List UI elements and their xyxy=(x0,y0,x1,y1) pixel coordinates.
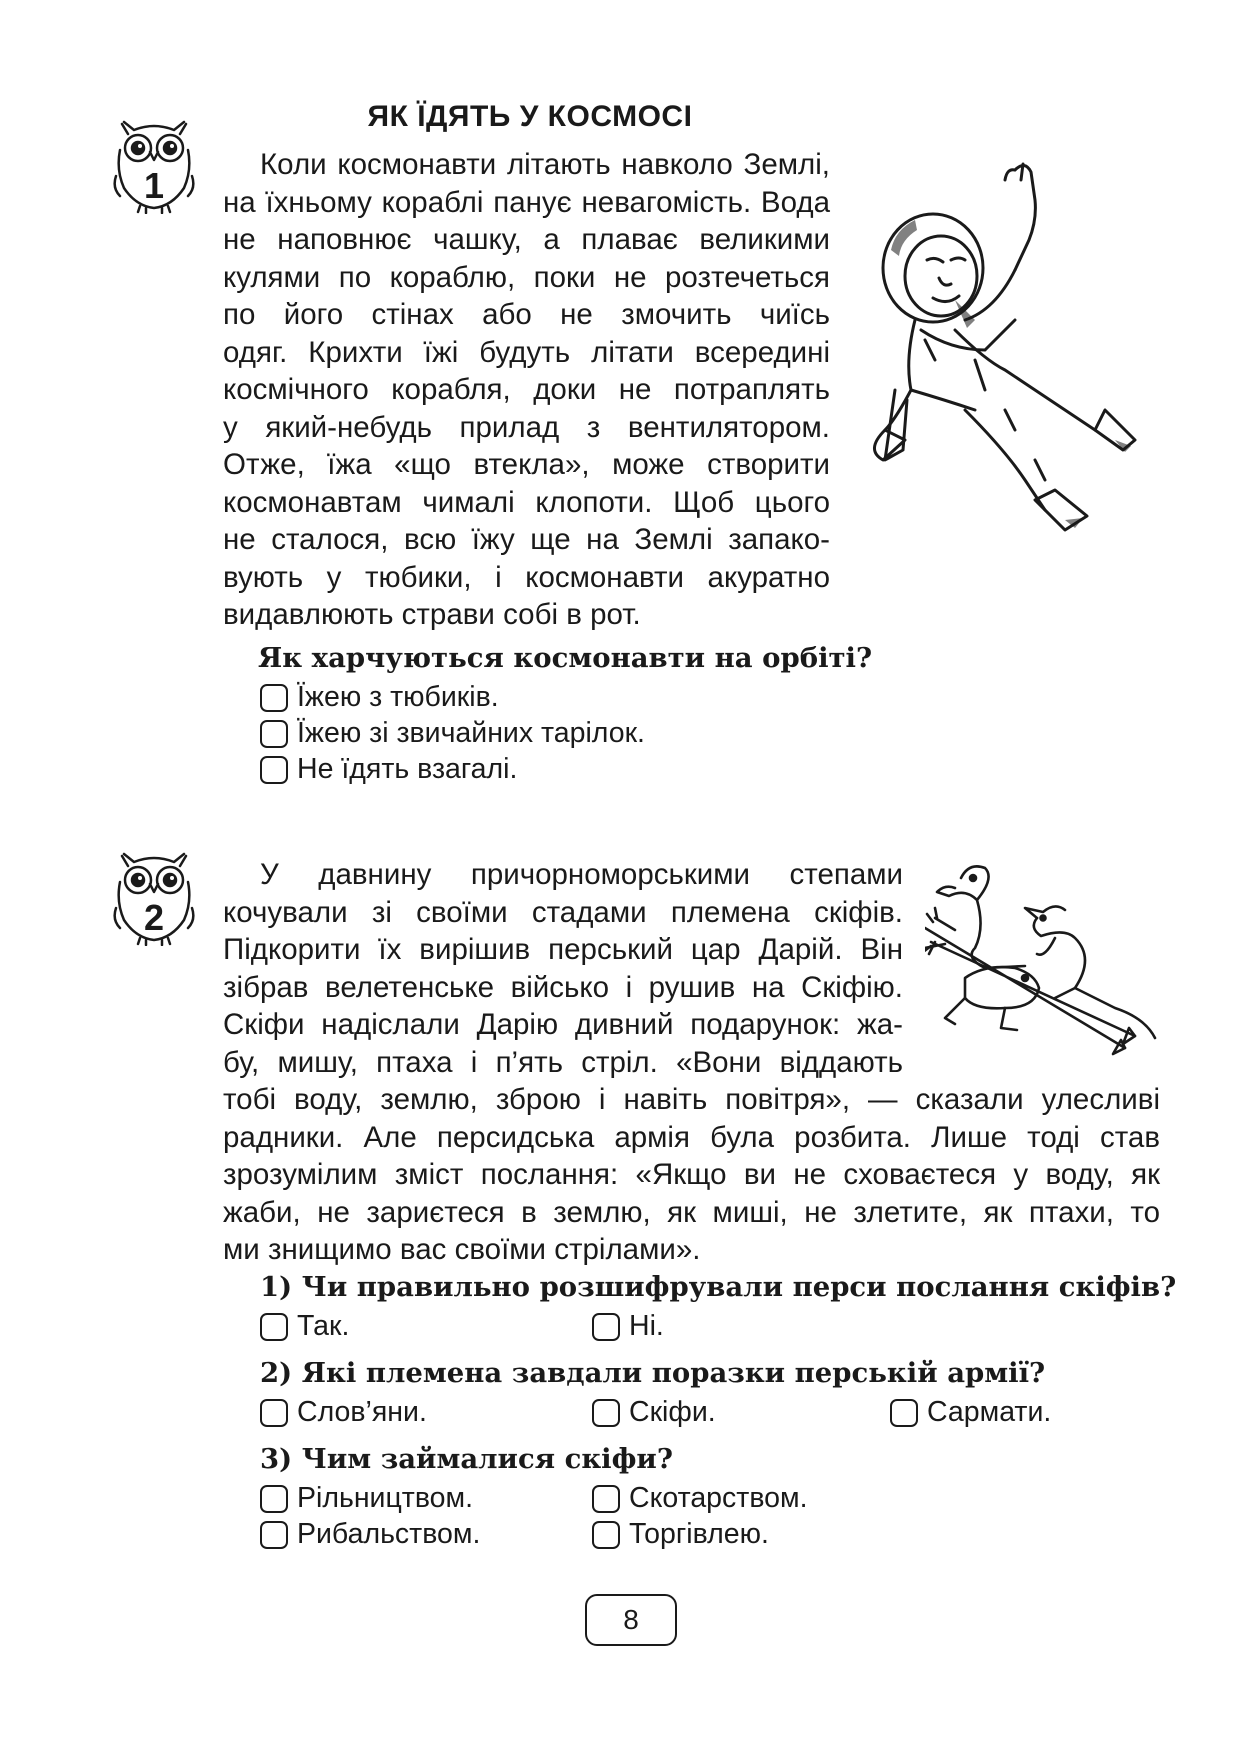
astronaut-illustration xyxy=(855,160,1155,560)
text-line: кочували зі своїми стадами племена скіфів. xyxy=(223,895,903,929)
checkbox[interactable] xyxy=(260,1521,288,1549)
checkbox[interactable] xyxy=(592,1399,620,1427)
text-line: радники. Але персидська армія була розбита. Лише тоді став xyxy=(223,1120,1160,1154)
task2-q2-option-3[interactable]: Сармати. xyxy=(890,1396,1051,1429)
task2-text-top xyxy=(223,856,903,1081)
text-line: вують у тюбики, і космонавти акуратно xyxy=(223,560,830,594)
checkbox[interactable] xyxy=(260,1485,288,1513)
text-line: космічного корабля, доки не потраплять xyxy=(223,373,830,406)
task2-q1-option-1[interactable]: Так. xyxy=(260,1310,349,1343)
task1-option-1[interactable]: Їжею з тюбиків. xyxy=(260,681,499,714)
text-line: зібрав велетенське військо і рушив на Скіфію. xyxy=(223,970,903,1004)
task1-text xyxy=(223,146,830,634)
text-line: У давнину причорноморськими степами xyxy=(260,858,903,891)
text-line: Коли космонавти літають навколо Землі, xyxy=(260,148,830,181)
task2-q3-option-1[interactable]: Рільництвом. xyxy=(260,1482,473,1515)
task2-number: 2 xyxy=(143,897,165,938)
task2-q1: 1) Чи правильно розшифрували перси послання скіфів? xyxy=(260,1271,1177,1303)
task1-question: Як харчуються космонавти на орбіті? xyxy=(258,642,873,674)
owl-icon xyxy=(112,846,196,946)
text-line: бу, мишу, птаха і п’ять стріл. «Вони віддають xyxy=(223,1045,903,1079)
checkbox[interactable] xyxy=(592,1485,620,1513)
text-line: на їхньому кораблі панує невагомість. Вода xyxy=(223,185,830,219)
checkbox[interactable] xyxy=(260,756,288,784)
text-line: жаби, не зариєтеся в землю, як миші, не злетите, як птахи, то xyxy=(223,1195,1160,1229)
checkbox[interactable] xyxy=(890,1399,918,1427)
page-number: 8 xyxy=(585,1594,677,1646)
text-line: одяг. Крихти їжі будуть літати всередині xyxy=(223,335,830,369)
text-line: Скіфи надіслали Дарію дивний подарунок: жа- xyxy=(223,1008,903,1041)
owl-icon xyxy=(112,114,196,214)
task2-q2-option-1[interactable]: Слов’яни. xyxy=(260,1396,427,1429)
task1-option-2[interactable]: Їжею зі звичайних тарілок. xyxy=(260,717,645,750)
checkbox[interactable] xyxy=(592,1521,620,1549)
text-line: не сталося, всю їжу ще на Землі запако- xyxy=(223,523,830,556)
checkbox[interactable] xyxy=(260,720,288,748)
text-line: Підкорити їх вирішив перський цар Дарій. Він xyxy=(223,933,903,966)
task2-text-bottom xyxy=(223,1081,1160,1269)
task2-q3-option-4[interactable]: Торгівлею. xyxy=(592,1518,769,1551)
checkbox[interactable] xyxy=(260,1313,288,1341)
text-line: кулями по кораблю, поки не розтечеться xyxy=(223,260,830,294)
text-line: космонавтам чималі клопоти. Щоб цього xyxy=(223,485,830,519)
bird-mouse-frog-arrows-illustration xyxy=(925,858,1165,1066)
text-line: по його стінах або не змочить чиїсь xyxy=(223,298,830,331)
text-line: тобі воду, землю, зброю і навіть повітря», — сказали улесливі xyxy=(223,1083,1160,1116)
text-line: у який-небудь прилад з вентилятором. xyxy=(223,410,830,444)
text-line: ми знищимо вас своїми стрілами». xyxy=(223,1233,701,1266)
text-line: Отже, їжа «що втекла», може створити xyxy=(223,448,830,481)
task1-option-3[interactable]: Не їдять взагалі. xyxy=(260,753,517,786)
checkbox[interactable] xyxy=(260,1399,288,1427)
checkbox[interactable] xyxy=(260,684,288,712)
task1-title: ЯК ЇДЯТЬ У КОСМОСІ xyxy=(367,100,693,133)
text-line: видавлюють страви собі в рот. xyxy=(223,598,641,631)
task2-q3: 3) Чим займалися скіфи? xyxy=(260,1443,673,1475)
checkbox[interactable] xyxy=(592,1313,620,1341)
text-line: зрозумілим зміст послання: «Якщо ви не сховаєтеся у воду, як xyxy=(223,1158,1160,1191)
task2-q3-option-3[interactable]: Рибальством. xyxy=(260,1518,480,1551)
text-line: не наповнює чашку, а плаває великими xyxy=(223,223,830,256)
task2-q2-option-2[interactable]: Скіфи. xyxy=(592,1396,716,1429)
task1-number: 1 xyxy=(143,165,165,206)
task2-q2: 2) Які племена завдали поразки перській армії? xyxy=(260,1357,1046,1389)
task2-q3-option-2[interactable]: Скотарством. xyxy=(592,1482,808,1515)
task2-q1-option-2[interactable]: Ні. xyxy=(592,1310,664,1343)
